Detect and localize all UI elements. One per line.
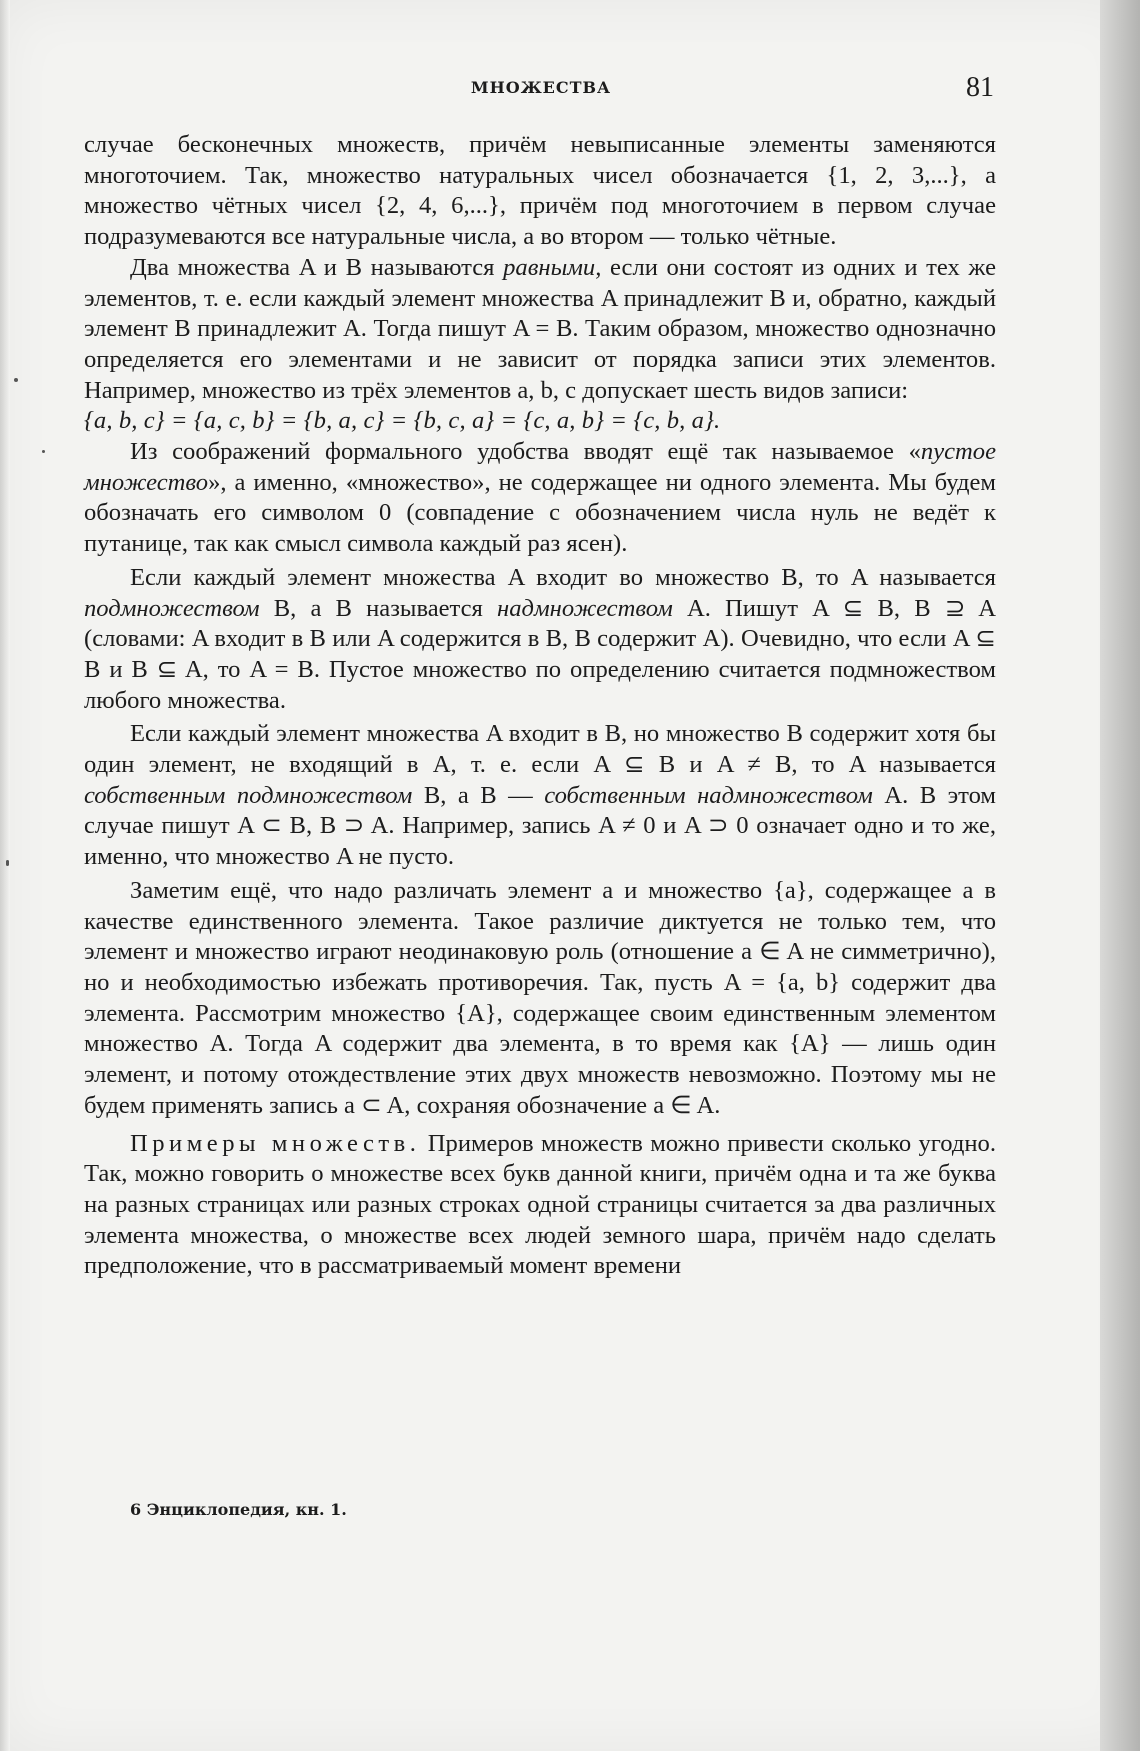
paragraph: случае бесконечных множеств, причём невыписанные элементы заменяются многоточием. Так, множество натуральных чисел обозначается {1, 2, 3,...}, а множество чётных чисел {2, 4, 6,...}, причём под многоточием в первом случае подразумеваются все натуральные числа, а во втором — только чётные. bbox=[84, 131, 996, 251]
emphasis: надмножеством bbox=[497, 594, 673, 622]
section-run-in-heading: Примеры множеств. bbox=[130, 1129, 421, 1157]
text-run: Два множества A и B называются bbox=[130, 253, 504, 281]
paragraph bbox=[84, 719, 996, 873]
page-header bbox=[86, 72, 996, 108]
page-right-edge-shadow bbox=[1100, 0, 1140, 1751]
emphasis: подмножеством bbox=[84, 594, 260, 622]
text-run: если они состоят из одних и тех же элементов, т. е. если каждый элемент множества A принадлежит B и, обратно, каждый элемент B принадлежит A. Тогда пишут A = B. Таким образом, множество однозначно определяется его элементами и не зависит от порядка записи этих элементов. Например, множество из трёх элементов a, b, c допускает шесть видов записи: bbox=[84, 253, 996, 404]
text-run: A. В этом случае пишут A ⊂ B, B ⊃ A. Например, запись A ≠ 0 и A ⊃ 0 означает одно и то же, именно, что множество A не пусто. bbox=[84, 781, 996, 871]
text-run: B, а B называется bbox=[259, 594, 498, 622]
text-run: Примеров множеств можно привести сколько угодно. Так, можно говорить о множестве всех букв данной книги, причём одна и та же буква на разных страницах или разных строках одной страницы считается за два различных элемента множества, о множестве всех людей земного шара, причём надо сделать предположение, что в рассматриваемый момент времени bbox=[84, 1129, 996, 1280]
paragraph bbox=[84, 253, 996, 407]
margin-mark bbox=[14, 378, 18, 382]
body-text bbox=[84, 130, 996, 1282]
page-number: 81 bbox=[966, 72, 994, 103]
text-run: », а именно, «множество», не содержащее ни одного элемента. Мы будем обозначать его символом 0 (совпадение с обозначением числа нуль не ведёт к путанице, так как смысл символа каждый раз ясен). bbox=[84, 468, 996, 558]
emphasis: собственным надмножеством bbox=[544, 781, 873, 809]
text-run: Из соображений формального удобства вводят ещё так называемое « bbox=[130, 438, 921, 466]
paragraph bbox=[84, 563, 996, 717]
emphasis: собственным подмножеством bbox=[84, 781, 413, 809]
paragraph: Заметим ещё, что надо различать элемент a и множество {a}, содержащее a в качестве единственного элемента. Такое различие диктуется не только тем, что элемент и множество играют неодинаковую роль (отношение a ∈ A не симметрично), но и необходимостью избежать противоречия. Так, пусть A = {a, b} содержит два элемента. Рассмотрим множество {A}, содержащее своим единственным элементом множество A. Тогда A содержит два элемента, в то время как {A} — лишь один элемент, и потому отождествление этих двух множеств невозможно. Поэтому мы не будем применять запись a ⊂ A, сохраняя обозначение a ∈ A. bbox=[84, 876, 996, 1119]
text-run: B, а B — bbox=[412, 781, 545, 809]
margin-mark bbox=[42, 450, 45, 453]
page-left-edge bbox=[0, 0, 10, 1751]
text-run: Если каждый элемент множества A входит во множество B, то A называется bbox=[130, 563, 996, 591]
formula: {a, b, c} = {a, c, b} = {b, a, c} = {b, c, a} = {c, a, b} = {c, b, a}. bbox=[84, 407, 721, 435]
signature-mark: 6 Энциклопедия, кн. 1. bbox=[130, 1500, 347, 1519]
margin-mark bbox=[6, 860, 9, 866]
emphasis: пустое множество bbox=[84, 438, 996, 496]
text-run: Если каждый элемент множества A входит в B, но множество B содержит хотя бы один элемент, не входящий в A, т. е. если A ⊆ B и A ≠ B, то A называется bbox=[84, 720, 996, 779]
emphasis: равными, bbox=[503, 253, 602, 281]
text-run: A. Пишут A ⊆ B, B ⊇ A (словами: A входит в B или A содержится в B, B содержит A). Очевидно, что если A ⊆ B и B ⊆ A, то A = B. Пустое множество по определению считается подмножеством любого множества. bbox=[84, 594, 996, 714]
running-head: МНОЖЕСТВА bbox=[470, 78, 612, 97]
paragraph bbox=[84, 1129, 996, 1283]
paragraph bbox=[84, 437, 996, 560]
